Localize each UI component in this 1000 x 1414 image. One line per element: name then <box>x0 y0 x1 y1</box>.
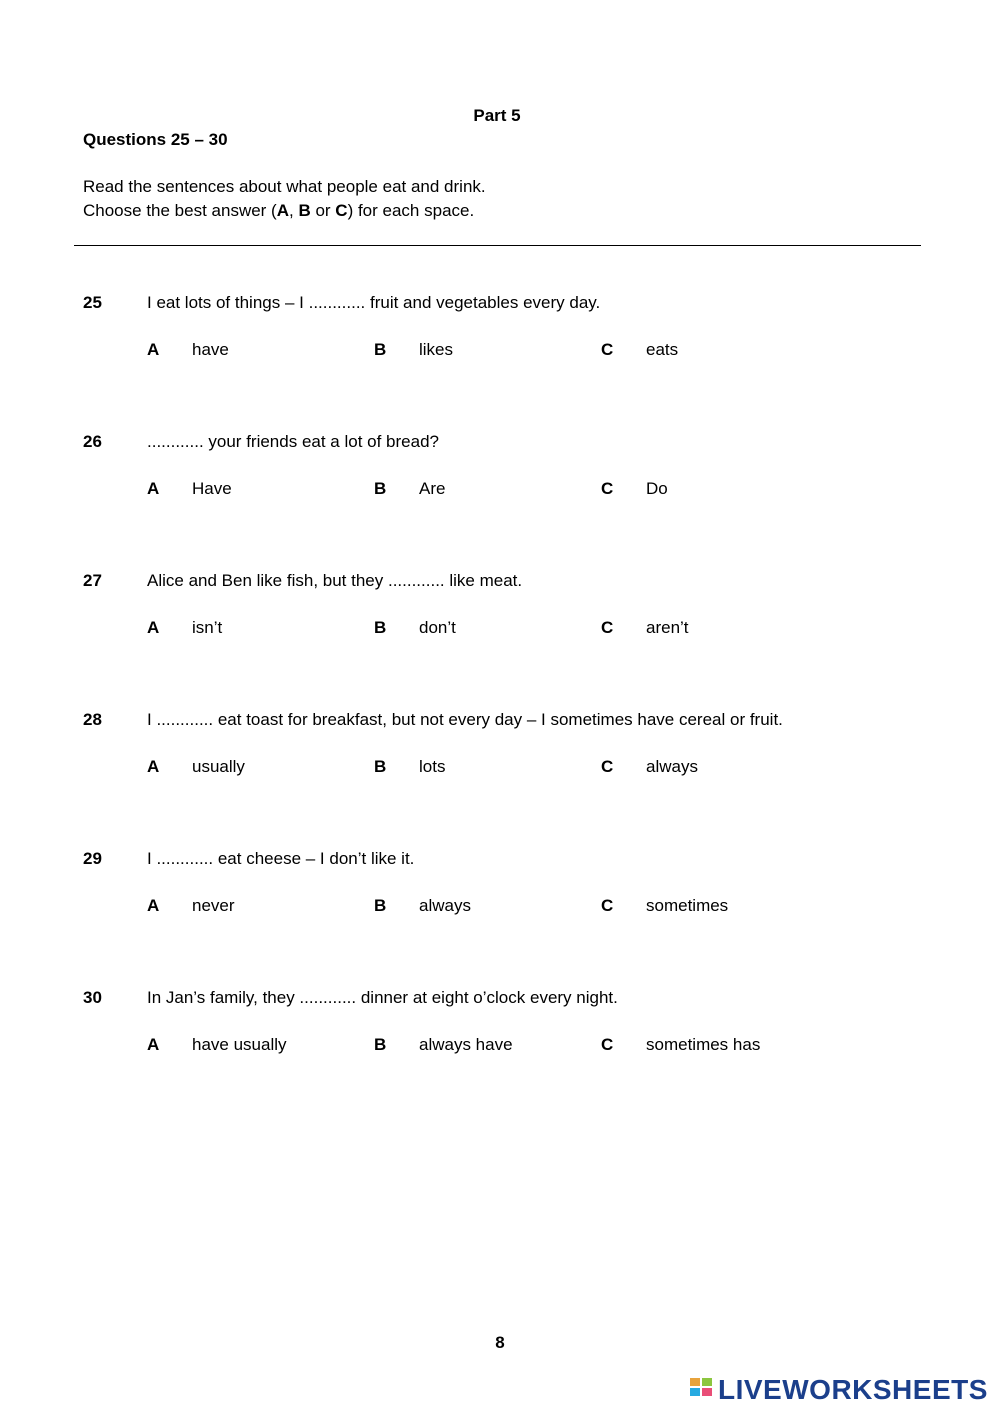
option-letter-a: A <box>147 757 160 776</box>
logo-block-1 <box>690 1378 700 1386</box>
option-text-b: don’t <box>419 618 456 637</box>
option-text-c: sometimes <box>646 896 729 915</box>
question-26 <box>0 432 1000 512</box>
question-number: 25 <box>83 293 102 312</box>
option-letter-a: A <box>147 479 160 498</box>
option-text-b: lots <box>419 757 446 776</box>
option-text-a: isn’t <box>192 618 223 637</box>
option-letter-b: B <box>374 1035 387 1054</box>
instruction-line-2: Choose the best answer (A, B or C) for each space. <box>83 201 475 220</box>
option-text-a: have <box>192 340 229 359</box>
question-30 <box>0 988 1000 1068</box>
question-25 <box>0 293 1000 373</box>
question-text: Alice and Ben like fish, but they ............ like meat. <box>147 571 523 590</box>
option-text-b: always <box>419 896 471 915</box>
option-letter-b: B <box>374 757 387 776</box>
question-29 <box>0 849 1000 929</box>
option-letter-c: C <box>601 479 614 498</box>
option-text-c: aren’t <box>646 618 689 637</box>
option-letter-a: A <box>147 618 160 637</box>
option-letter-c: C <box>601 896 614 915</box>
question-number: 26 <box>83 432 102 451</box>
question-text: In Jan’s family, they ............ dinner at eight o’clock every night. <box>147 988 618 1007</box>
question-range: Questions 25 – 30 <box>83 130 228 149</box>
option-letter-c: C <box>601 340 614 359</box>
question-number: 29 <box>83 849 102 868</box>
instruction-line-1: Read the sentences about what people eat and drink. <box>83 177 486 196</box>
logo-block-3 <box>690 1388 700 1396</box>
option-letter-b: B <box>374 896 387 915</box>
option-text-a: have usually <box>192 1035 287 1054</box>
question-28 <box>0 710 1000 790</box>
option-text-b: Are <box>419 479 446 498</box>
question-27 <box>0 571 1000 651</box>
page-number: 8 <box>495 1333 505 1352</box>
option-letter-a: A <box>147 1035 160 1054</box>
option-letter-b: B <box>374 340 387 359</box>
question-text: ............ your friends eat a lot of bread? <box>147 432 439 451</box>
logo-blocks-icon <box>690 1376 714 1404</box>
option-text-c: sometimes has <box>646 1035 761 1054</box>
option-text-b: likes <box>419 340 454 359</box>
part-title: Part 5 <box>473 106 521 125</box>
question-text: I ............ eat toast for breakfast, but not every day – I sometimes have cereal or fruit. <box>147 710 783 729</box>
option-letter-c: C <box>601 1035 614 1054</box>
option-text-b: always have <box>419 1035 513 1054</box>
question-number: 30 <box>83 988 102 1007</box>
header-divider <box>74 245 921 246</box>
option-text-a: Have <box>192 479 232 498</box>
option-letter-b: B <box>374 479 387 498</box>
logo-text: LIVEWORKSHEETS <box>718 1374 988 1405</box>
question-number: 28 <box>83 710 102 729</box>
option-letter-b: B <box>374 618 387 637</box>
question-text: I ............ eat cheese – I don’t like it. <box>147 849 415 868</box>
question-text: I eat lots of things – I ............ fruit and vegetables every day. <box>147 293 601 312</box>
liveworksheets-logo <box>690 1372 988 1408</box>
option-text-c: always <box>646 757 698 776</box>
option-text-a: never <box>192 896 235 915</box>
option-letter-a: A <box>147 340 160 359</box>
option-text-a: usually <box>192 757 245 776</box>
option-letter-a: A <box>147 896 160 915</box>
option-letter-c: C <box>601 618 614 637</box>
question-number: 27 <box>83 571 102 590</box>
logo-block-4 <box>702 1388 712 1396</box>
logo-block-2 <box>702 1378 712 1386</box>
option-letter-c: C <box>601 757 614 776</box>
option-text-c: eats <box>646 340 679 359</box>
option-text-c: Do <box>646 479 668 498</box>
